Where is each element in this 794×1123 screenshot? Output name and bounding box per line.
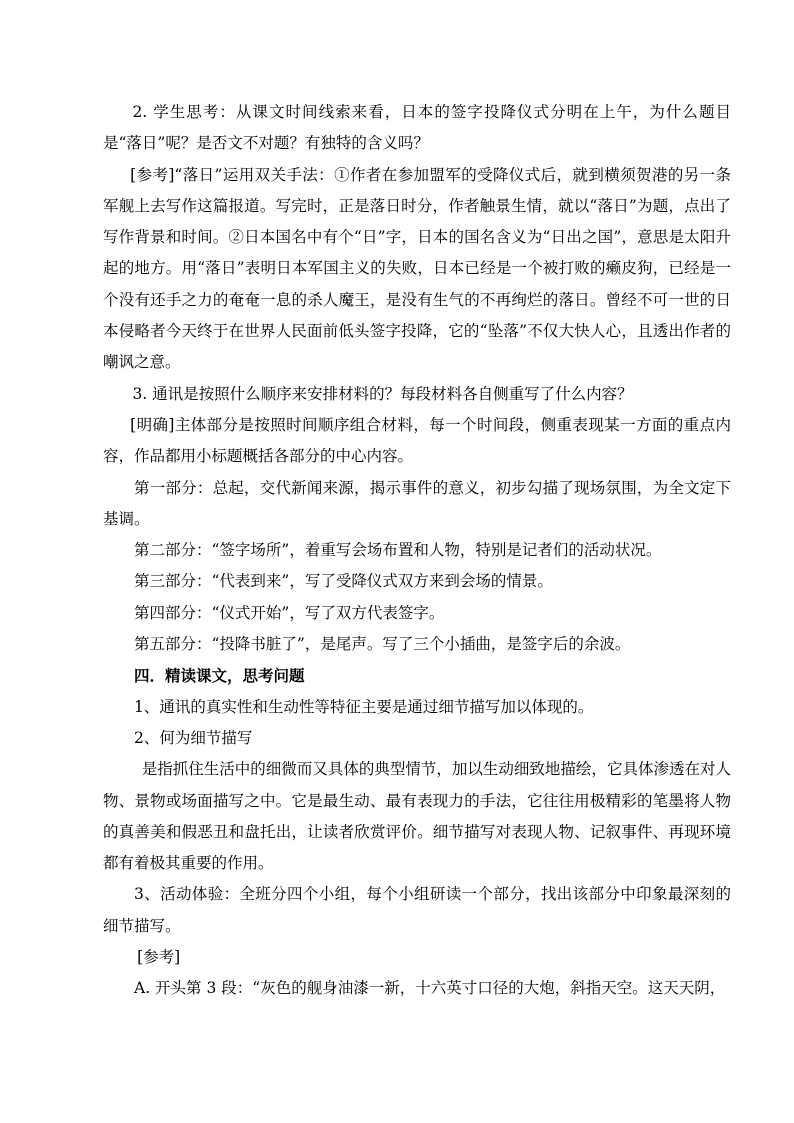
part-3: 第三部分：“代表到来”，写了受降仪式双方来到会场的情景。 (134, 572, 553, 591)
item-a: A. 开头第 3 段：“灰色的舰身油漆一新，十六英寸口径的大炮，斜指天空。这天天阴， (134, 979, 726, 998)
part-5: 第五部分：“投降书脏了”，是尾声。写了三个小插曲，是签字后的余波。 (134, 635, 631, 654)
part-4: 第四部分：“仪式开始”，写了双方代表签字。 (134, 603, 445, 622)
question-2: 2. 学生思考：从课文时间线索来看，日本的签字投降仪式分明在上午，为什么题目是“落日”呢？是否文不对题？有独特的含义吗？ (103, 103, 731, 153)
item-1: 1、通讯的真实性和生动性等特征主要是通过细节描写加以体现的。 (134, 697, 594, 716)
clarification-paragraph: [明确]主体部分是按照时间顺序组合材料，每一个时间段，侧重表现某一方面的重点内容，作品都用小标题概括各部分的中心内容。 (103, 415, 731, 466)
item-2: 2、何为细节描写 (134, 728, 253, 747)
item-3: 3、活动体验：全班分四个小组，每个小组研读一个部分，找出该部分中印象最深刻的细节描写。 (103, 885, 731, 935)
question-3: 3. 通讯是按照什么顺序来安排材料的？每段材料各自侧重写了什么内容？ (132, 384, 633, 403)
reference-label: [参考] (137, 948, 181, 967)
document-body (103, 97, 731, 1005)
part-2: 第二部分：“签字场所”，着重写会场布置和人物，特别是记者们的活动状况。 (134, 541, 662, 560)
definition-paragraph: 是指抓住生活中的细微而又具体的典型情节，加以生动细致地描绘，它具体渗透在对人物、景物或场面描写之中。它是最生动、最有表现力的手法，它往往用极精彩的笔墨将人物的真善美和假恶丑和盘托出，让读者欣赏评价。细节描写对表现人物、记叙事件、再现环境都有着极其重要的作用。 (103, 760, 731, 873)
part-1: 第一部分：总起，交代新闻来源，揭示事件的意义，初步勾描了现场氛围，为全文定下基调。 (103, 478, 731, 528)
section-4-heading: 四．精读课文，思考问题 (134, 666, 305, 686)
reference-paragraph: [参考]“落日”运用双关手法：①作者在参加盟军的受降仪式后，就到横须贺港的另一条军舰上去写作这篇报道。写完时，正是落日时分，作者触景生情，就以“落日”为题，点出了写作背景和时间。②日本国名中有个“日”字，日本的国名含义为“日出之国”，意思是太阳升起的地方。用“落日”表明日本军国主义的失败，日本已经是一个被打败的癞皮狗，已经是一个没有还手之力的奄奄一息的杀人魔王，是没有生气的不再绚烂的落日。曾经不可一世的日本侵略者今天终于在世界人民面前低头签字投降，它的“坠落”不仅大快人心，且透出作者的嘲讽之意。 (103, 165, 731, 372)
